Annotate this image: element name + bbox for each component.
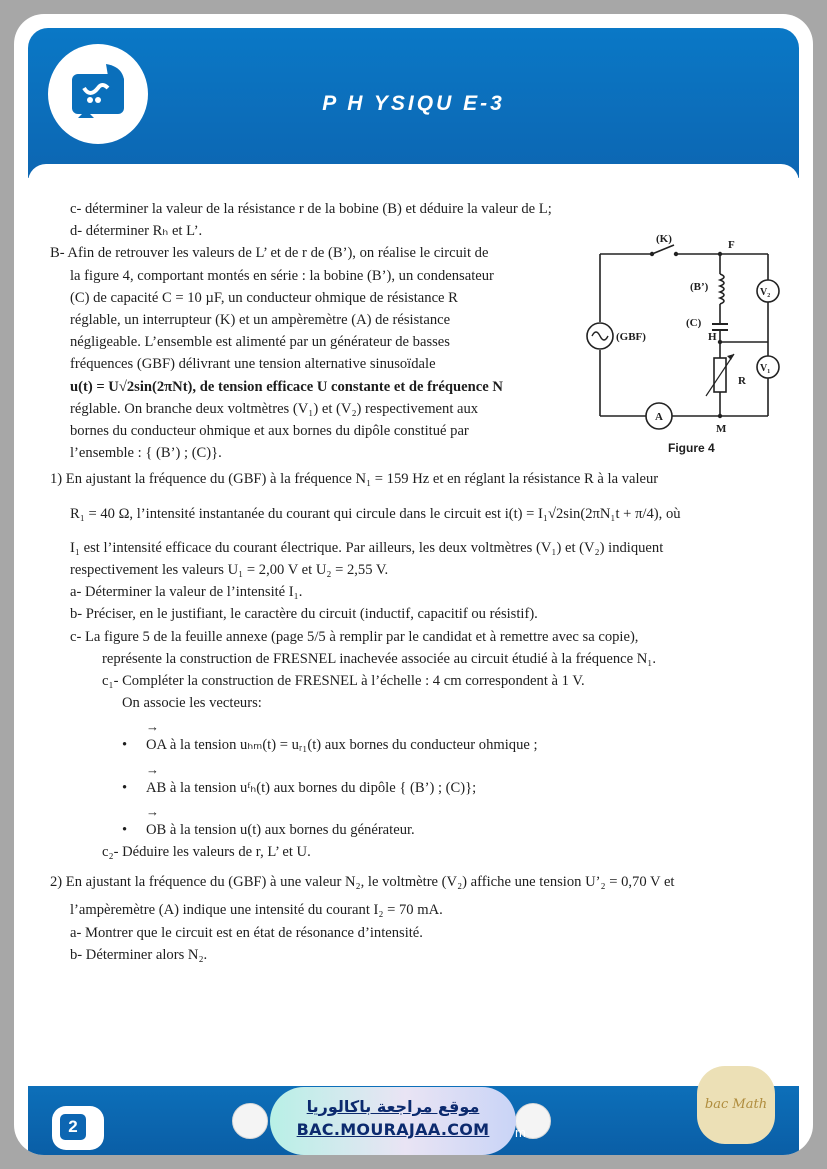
question-c: c- déterminer la valeur de la résistance r de la bobine (B) et déduire la valeur de L; (70, 201, 552, 217)
label-h: H (708, 331, 717, 343)
part-b-line: bornes du conducteur ohmique et aux bornes du dipôle constitué par (70, 423, 469, 440)
page-frame (14, 14, 813, 1155)
subject-title: P H YSIQU E-3 (322, 92, 505, 115)
site-url: BAC.MOURAJAA.COM (296, 1120, 490, 1139)
site-link[interactable] (270, 1087, 516, 1155)
label-coil: (B’) (690, 281, 709, 293)
part-b-line: (C) de capacité C = 10 µF, un conducteur ohmique de résistance R (70, 289, 458, 306)
vector-arrow: → (146, 803, 159, 819)
label-r: R (738, 375, 746, 387)
vector-ob: OB à la tension u(t) aux bornes du générateur. (146, 821, 415, 838)
question-2-line: 2) En ajustant la fréquence du (GBF) à une valeur N₂, le voltmètre (V₂) affiche une tension U’₂ = 0,70 V et (50, 874, 675, 891)
circuit-figure (580, 230, 802, 458)
question-c2: c₂- Déduire les valeurs de r, L’ et U. (102, 844, 311, 861)
question-1b: b- Préciser, en le justifiant, le caractère du circuit (inductif, capacitif ou résistif). (70, 606, 538, 623)
bacmath-logo: bac Math (697, 1066, 775, 1144)
part-b-line: négligeable. L’ensemble est alimenté par un générateur de basses (70, 334, 450, 351)
page-number: 2 (60, 1114, 86, 1140)
question-1-line: I₁ est l’intensité efficace du courant électrique. Par ailleurs, les deux voltmètres (V₁) et (V₂) indiquent (70, 539, 664, 556)
part-b-line: la figure 4, comportant montés en série : la bobine (B’), un condensateur (70, 267, 494, 284)
vector-oa: OA à la tension uₕₘ(t) = uᵣ₁(t) aux bornes du conducteur ohmique ; (146, 737, 538, 754)
question-1c-cont: représente la construction de FRESNEL inachevée associée au circuit étudié à la fréquence N₁. (102, 650, 657, 667)
page-body (28, 164, 799, 1086)
question-2-line: l’ampèremètre (A) indique une intensité du courant I₂ = 70 mA. (70, 902, 443, 919)
question-d: d- déterminer Rₕ et L’. (70, 223, 203, 240)
label-v2: V₂ (760, 287, 771, 298)
part-b-line: B- Afin de retrouver les valeurs de L’ et de r de (B’), on réalise le circuit de (50, 245, 489, 262)
label-v1: V₁ (760, 363, 771, 374)
question-1-line: respectivement les valeurs U₁ = 2,00 V et U₂ = 2,55 V. (70, 562, 389, 579)
question-2a: a- Montrer que le circuit est en état de résonance d’intensité. (70, 924, 423, 941)
label-capacitor: (C) (686, 317, 702, 329)
question-2b: b- Déterminer alors N₂. (70, 946, 208, 963)
part-b-line: l’ensemble : { (B’) ; (C)}. (70, 445, 222, 462)
figure-caption: Figure 4 (668, 441, 715, 455)
bullet: • (122, 779, 128, 796)
vector-item (50, 734, 786, 756)
vector-arrow: → (146, 761, 159, 777)
vectors-intro: On associe les vecteurs: (122, 695, 262, 712)
vector-item (50, 777, 786, 799)
bullet: • (122, 737, 128, 754)
vector-arrow: → (146, 719, 159, 735)
part-b-line: fréquences (GBF) délivrant une tension alternative sinusoïdale (70, 356, 436, 373)
part-b-line: réglable. On branche deux voltmètres (V₁) et (V₂) respectivement aux (70, 400, 479, 417)
vector-item (50, 819, 786, 841)
header-banner (28, 28, 799, 178)
question-1c: c- La figure 5 de la feuille annexe (page 5/5 à remplir par le candidat et à remettre avec sa copie), (70, 628, 639, 645)
current-formula: R₁ = 40 Ω, l’intensité instantanée du courant qui circule dans le circuit est i(t) = I₁√2sin(2πN₁t + π/4), où (70, 505, 681, 522)
label-gbf: (GBF) (616, 331, 646, 343)
question-c1: c₁- Compléter la construction de FRESNEL à l’échelle : 4 cm correspondent à 1 V. (102, 673, 585, 690)
vector-ab: AB à la tension uᶠₕ(t) aux bornes du dipôle { (B’) ; (C)}; (146, 779, 477, 796)
label-m: M (716, 423, 727, 435)
label-f: F (728, 239, 735, 251)
site-arabic-name: موقع مراجعة باكالوريا (306, 1097, 480, 1116)
voltage-formula: u(t) = U√2sin(2πNt), de tension efficace U constante et de fréquence N (70, 378, 503, 395)
page-number-badge (52, 1106, 104, 1150)
bullet: • (122, 821, 128, 838)
question-1a: a- Déterminer la valeur de l’intensité I₁. (70, 584, 303, 601)
label-k: (K) (656, 233, 672, 245)
part-b-line: réglable, un interrupteur (K) et un ampèremètre (A) de résistance (70, 312, 451, 329)
label-ammeter: A (655, 411, 663, 423)
question-1-line: 1) En ajustant la fréquence du (GBF) à la fréquence N₁ = 159 Hz et en réglant la résistance R à la valeur (50, 471, 659, 488)
site-url-tail: m (515, 1125, 526, 1140)
part-b-text (50, 242, 580, 464)
school-badge-icon (232, 1103, 268, 1139)
